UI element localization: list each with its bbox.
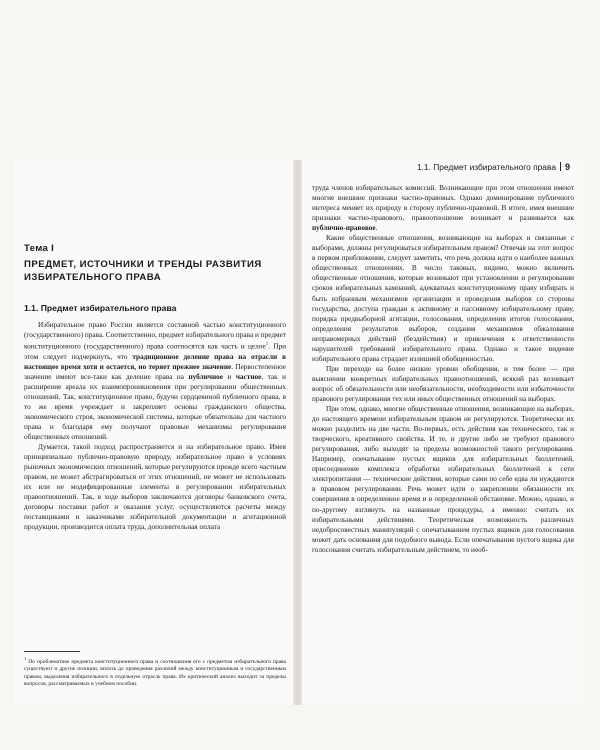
chapter-title: ПРЕДМЕТ, ИСТОЧНИКИ И ТРЕНДЫ РАЗВИТИЯ ИЗБИРАТЕЛЬНОГО ПРАВА — [24, 259, 262, 283]
footnote-rule — [24, 651, 80, 652]
right-page-body — [312, 183, 574, 555]
left-page-body — [24, 320, 286, 532]
text-run: и — [222, 372, 236, 381]
running-header-title: 1.1. Предмет избирательного права — [416, 162, 556, 172]
emphasis-text: публично-правовое — [312, 224, 376, 233]
running-header — [302, 162, 570, 172]
footnote-ref: 1 — [265, 342, 269, 348]
book-gutter — [293, 160, 302, 705]
text-run: труда членов избирательных комиссий. Возникающие при этом отношения имеют многие внешние признаки частно-правовых. Однако доминирование публичного интереса меняет их природу в сторону публично-правовой. В итоге, имея внешние признаки частно-правового, правоотношение возникает и развивается как — [312, 184, 574, 223]
paragraph: Какие общественные отношения, возникающие на выборах и связанные с выборами, должны регулироваться избирательным правом? Отвечая на этот вопрос в первом приближении, следует заметить, что речь должна идти о наиболее важных общественных отношениях. В число таковых, видимо, можно включить общественные отношения, которые возникают при установлении и регулировании сроков избирательных кампаний, адекватных конституционному праву избирать и быть избранным механизмов организации и проведения выборов со стороны государства, доступа граждан к активному и пассивному избирательному праву, порядка предвыборной агитации, голосования, определения итогов голосования, определения результатов выборов, создания механизмов обжалования неправомерных действий (бездействия) и привлечения к ответственности нарушителей требований избирательного права. Однако и такое видение избирательного права страдает излишней обобщенностью. — [312, 234, 574, 363]
page-number: 9 — [564, 162, 570, 172]
footnote-mark: 1 — [24, 656, 27, 661]
footnote — [24, 655, 286, 688]
text-run: . При этом следует подчеркнуть, что — [24, 342, 286, 361]
emphasis-text: частное — [235, 372, 262, 381]
footnote-text: По проблематике предмета конституционного права и соотношения его с предметом избирательного права существуют и другие позиции, вплоть до проведения различий между конституционным и государственным правом, выделения избирательного в отдельную отрасль права. Их критический анализ выходит за пределы вопросов, рассматриваемых в учебном пособии. — [24, 658, 286, 688]
emphasis-text: публичное — [188, 372, 223, 381]
paragraph — [24, 320, 286, 442]
chapter-label: Тема I — [24, 243, 55, 254]
text-run: Избирательное право России является составной частью конституционного (государственного) права. Соответственно, предмет избирательного права и предмет конституционного (государственного) права соотносятся как часть и целое — [24, 321, 286, 351]
header-separator — [560, 162, 561, 171]
paragraph: При этом, однако, многие общественные отношения, возникающие на выборах, до настоящего времени избирательным правом не регулируются. Теоретически их можно разделить на две части. Во-первых, есть действия как технического, так и творческого, креативного свойства. И те, и другие либо не требуют правового регулирования, либо выходят за пределы возможностей такого регулирования. Например, опечатывание пустых ящиков для избирательных бюллетеней, присоединение комплекса обработки избирательных бюллетеней к сети электропитания — технические действия, которые сами по себе едва ли нуждаются в правовом регулировании. Речь может идти о закреплении обязанности их совершения в определенное время и в определенной обстановке. Можно, однако, и по-другому взглянуть на названные процедуры, а именно: считать их избирательными действиями. Теоретическая возможность различных недобросовестных манипуляций с опечатыванием пустых ящиков для голосования может дать основания для подобного вывода. Если опечатывание пустого ящика для голосования считать избирательным действием, то необ- — [312, 405, 574, 554]
paragraph: При переходе на более низкие уровни обобщения, и тем более — при выяснении конкретных избирательных правоотношений, всякий раз возникает вопрос об обязательности или необязательности, необходимости или избыточности правового регулирования тех или иных общественных отношений на выборах. — [312, 364, 574, 403]
section-heading: 1.1. Предмет избирательного права — [24, 303, 177, 313]
text-run: . — [375, 224, 378, 233]
paragraph — [312, 183, 574, 233]
paragraph: Думается, такой подход распространяется и на избирательное право. Имея принципиально публично-правовую природу, избирательное право в условиях рыночных экономических отношений, которые регулируются прежде всего частным правом, не может абстрагироваться от этих отношений, не может не использовать их или не модифицированные элементы в регулировании избирательных правоотношений. Так, в ходе выборов заключаются договоры банковского счета, договоры поставки работ и оказания услуг, осуществляются расчеты между поставщиками и заказчиками избирательной документации и агитационной продукции, производится оплата труда, дополнительная оплата — [24, 442, 286, 532]
text-run: , так и расширение ареала их взаимопроникновения при регулировании общественных отношений. Так, конституционное право, будучи сердцевиной публичного права, в то же время учреждает и закрепляет основы гражданского общества, экономического строя, экономической системы, которые обязательны для частного права и благодаря ему получают правовые механизмы регулирования общественных отношений. — [24, 372, 286, 441]
emphasis-text: традиционное деление права на отрасли в настоящее время хотя и остается, но теряет прежнее значение — [24, 352, 286, 371]
text-run: . Первостепенное значение имеют все-таки как деление права на — [24, 362, 287, 381]
